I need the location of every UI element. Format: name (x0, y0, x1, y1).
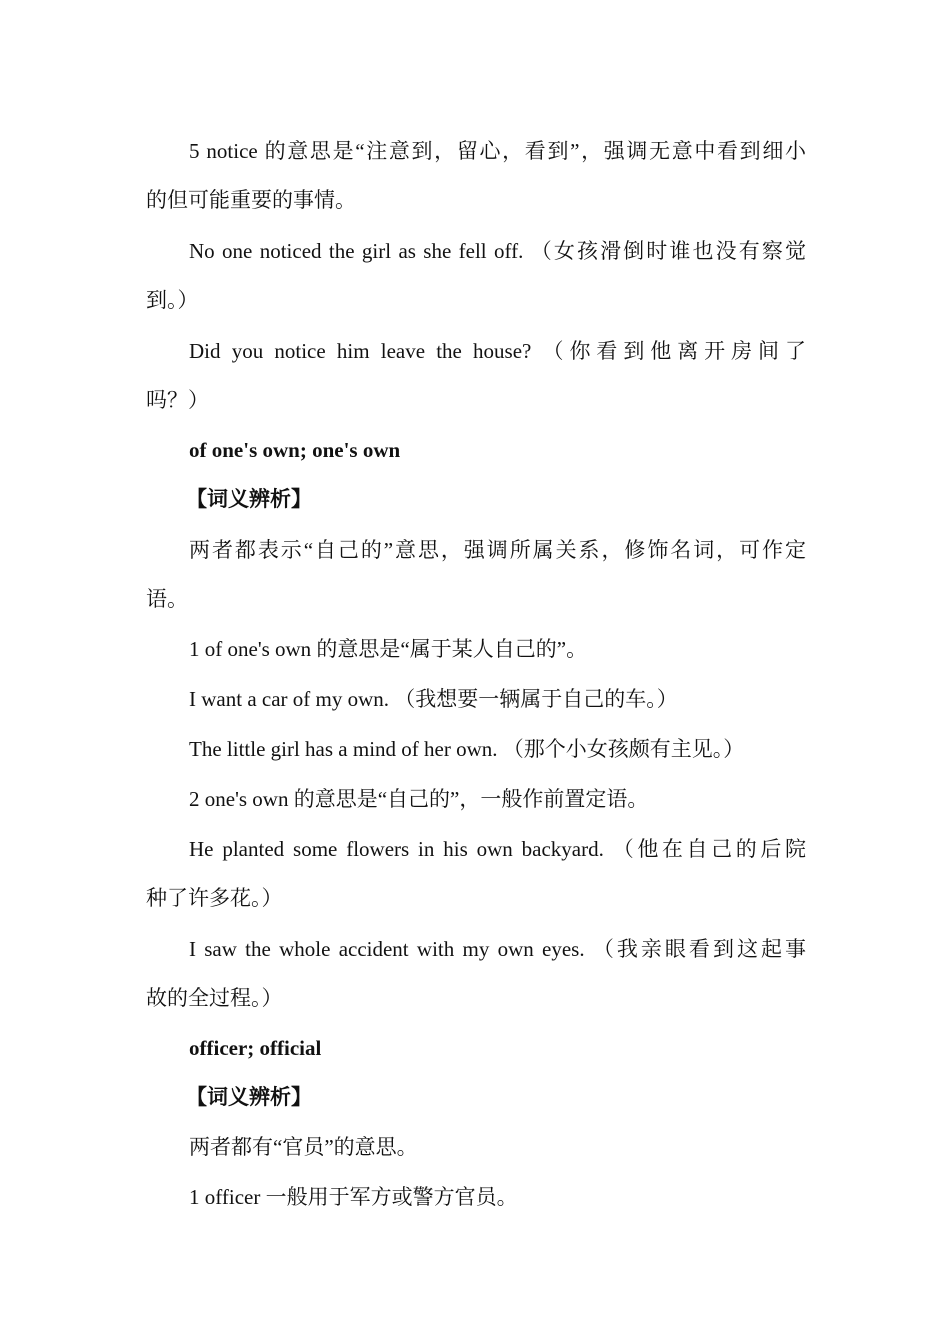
notice-example-2-line-1: Did you notice him leave the house? （你看到他离开房间了 (189, 339, 806, 363)
of-ones-own-example-1: I want a car of my own. （我想要一辆属于自己的车。） (189, 687, 678, 711)
notice-example-1-line-2: 到。） (146, 288, 199, 312)
of-ones-own-example-2: The little girl has a mind of her own. （那个小女孩颇有主见。） (189, 737, 745, 761)
label-word-analysis-2: 【词义辨析】 (186, 1085, 312, 1109)
ones-own-example-1-line-2: 种了许多花。） (146, 886, 283, 910)
label-word-analysis-1: 【词义辨析】 (186, 487, 312, 511)
officer-official-intro: 两者都有“官员”的意思。 (189, 1135, 418, 1159)
ones-own-example-1-line-1: He planted some flowers in his own backyard. （他在自己的后院 (189, 837, 806, 861)
heading-officer-official: officer; official (189, 1036, 322, 1060)
heading-of-ones-own: of one's own; one's own (189, 438, 401, 462)
notice-definition-line-1: 5 notice 的意思是“注意到，留心，看到”，强调无意中看到细小 (189, 139, 806, 163)
notice-definition-line-2: 的但可能重要的事情。 (146, 188, 356, 212)
ones-own-intro-line-1: 两者都表示“自己的”意思，强调所属关系，修饰名词，可作定 (189, 538, 806, 562)
officer-definition: 1 officer 一般用于军方或警方官员。 (189, 1185, 518, 1209)
of-ones-own-definition: 1 of one's own 的意思是“属于某人自己的”。 (189, 637, 588, 661)
ones-own-intro-line-2: 语。 (146, 587, 188, 611)
notice-example-2-line-2: 吗？） (146, 388, 209, 412)
ones-own-definition: 2 one's own 的意思是“自己的”，一般作前置定语。 (189, 787, 649, 811)
ones-own-example-2-line-1: I saw the whole accident with my own eyes. （我亲眼看到这起事 (189, 937, 806, 961)
ones-own-example-2-line-2: 故的全过程。） (146, 986, 283, 1010)
notice-example-1-line-1: No one noticed the girl as she fell off. （女孩滑倒时谁也没有察觉 (189, 239, 806, 263)
